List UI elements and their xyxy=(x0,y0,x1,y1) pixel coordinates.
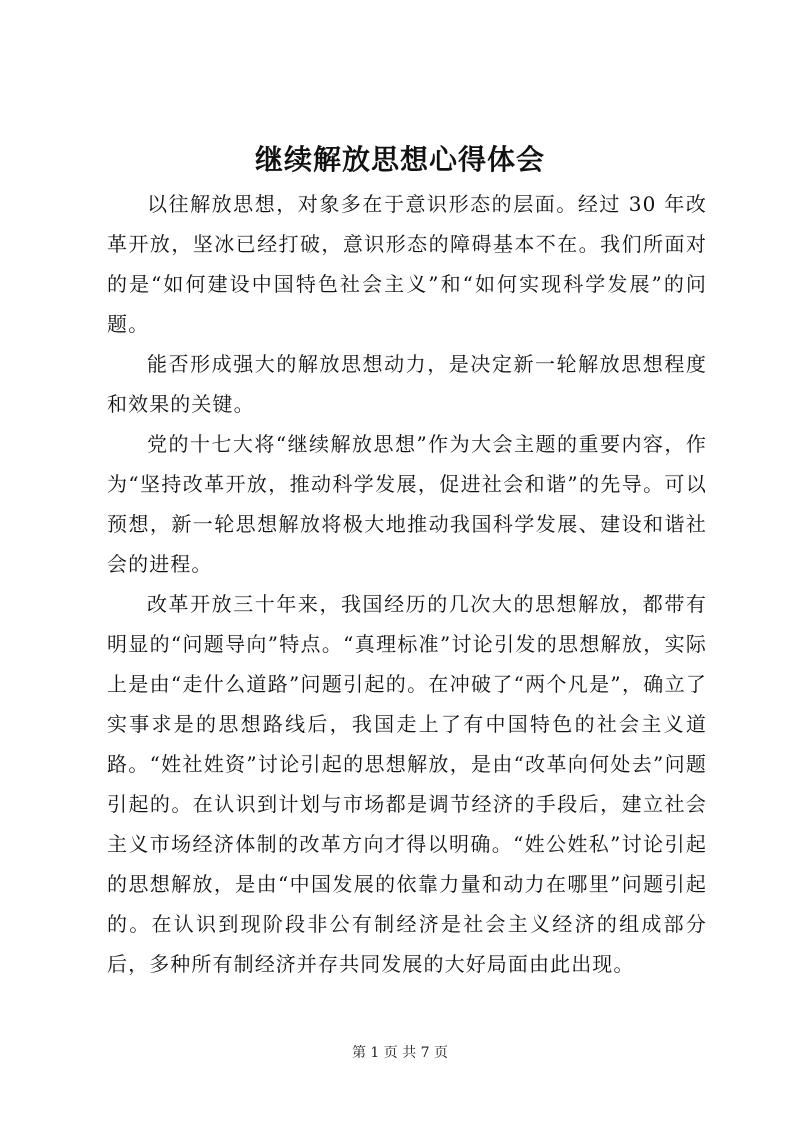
paragraph: 改革开放三十年来，我国经历的几次大的思想解放，都带有明显的“问题导向”特点。“真理标准”讨论引发的思想解放，实际上是由“走什么道路”问题引起的。在冲破了“两个凡是”，确立了实事求是的思想路线后，我国走上了有中国特色的社会主义道路。“姓社姓资”讨论引起的思想解放，是由“改革向何处去”问题引起的。在认识到计划与市场都是调节经济的手段后，建立社会主义市场经济体制的改革方向才得以明确。“姓公姓私”讨论引起的思想解放，是由“中国发展的依靠力量和动力在哪里”问题引起的。在认识到现阶段非公有制经济是社会主义经济的组成部分后，多种所有制经济并存共同发展的大好局面由此出现。 xyxy=(107,592,707,976)
paragraph: 能否形成强大的解放思想动力，是决定新一轮解放思想程度和效果的关键。 xyxy=(107,352,707,416)
document-body xyxy=(107,184,707,984)
paragraph: 以往解放思想，对象多在于意识形态的层面。经过 30 年改革开放，坚冰已经打破，意识形态的障碍基本不在。我们所面对的是“如何建设中国特色社会主义”和“如何实现科学发展”的问题。 xyxy=(107,192,707,336)
page-number-footer: 第 1 页 共 7 页 xyxy=(351,1045,449,1061)
paragraph: 党的十七大将“继续解放思想”作为大会主题的重要内容，作为“坚持改革开放，推动科学发展，促进社会和谐”的先导。可以预想，新一轮思想解放将极大地推动我国科学发展、建设和谐社会的进程。 xyxy=(107,432,707,576)
document-title: 继续解放思想心得体会 xyxy=(254,143,545,176)
